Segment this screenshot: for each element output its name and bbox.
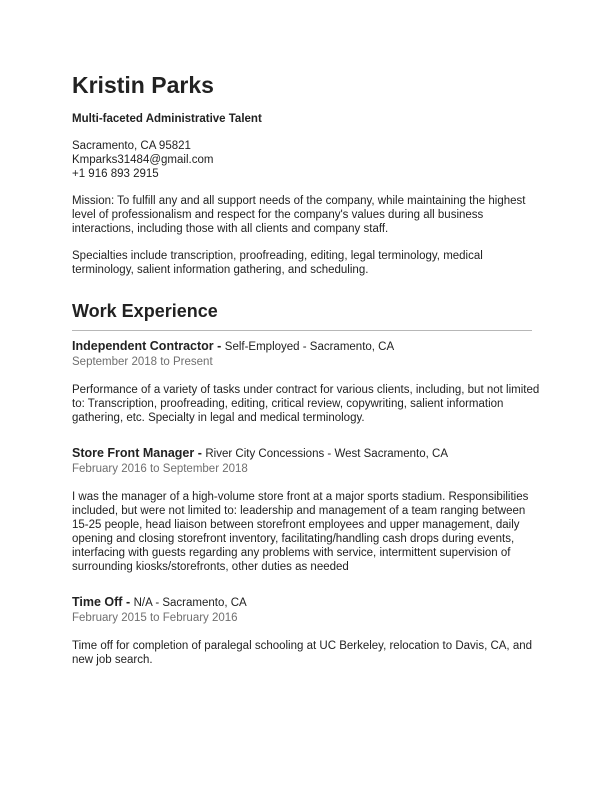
job-header — [72, 446, 542, 462]
resume-page — [72, 68, 542, 667]
section-divider — [72, 330, 532, 331]
job-header — [72, 595, 542, 611]
candidate-tagline: Multi-faceted Administrative Talent — [72, 113, 262, 125]
job-header — [72, 339, 542, 355]
work-experience-heading: Work Experience — [72, 301, 218, 321]
job-separator: - — [213, 339, 225, 353]
job-title: Store Front Manager — [72, 446, 195, 460]
job-dates: February 2016 to September 2018 — [72, 463, 248, 475]
contact-email[interactable]: Kmparks31484@gmail.com — [72, 154, 214, 166]
candidate-name: Kristin Parks — [72, 72, 214, 98]
job-description: Performance of a variety of tasks under contract for various clients, including, but not limited to: Transcription, proofreading, editing, critical review, copywriting, salient information gathering, etc. Specialty in legal and medical terminology. — [72, 384, 540, 424]
job-title: Independent Contractor — [72, 339, 214, 353]
mission-statement: Mission: To fulfill any and all support needs of the company, while maintaining the highest level of professionalism and respect for the company's values during all business interactions, including those with all clients and company staff. — [72, 195, 526, 235]
job-description: Time off for completion of paralegal schooling at UC Berkeley, relocation to Davis, CA, and new job search. — [72, 640, 533, 666]
job-separator: - — [122, 595, 134, 609]
job-separator: - — [194, 446, 206, 460]
job-organization: N/A - Sacramento, CA — [133, 597, 247, 609]
job-title: Time Off — [72, 595, 123, 609]
job-organization: River City Concessions - West Sacramento, CA — [205, 448, 448, 460]
job-entry — [72, 595, 542, 667]
job-description: I was the manager of a high-volume store front at a major sports stadium. Responsibilities included, but were not limited to: leadership and management of a team ranging between 15-25 people, head liaison between storefront employees and upper management, daily opening and closing storefront inventory, facilitating/handling cash drops during events, interfacing with guests regarding any problems with service, intermittent supervision of surrounding kiosks/storefronts, other duties as needed — [72, 491, 529, 573]
job-entry — [72, 339, 542, 425]
contact-block — [72, 139, 542, 181]
job-dates: September 2018 to Present — [72, 356, 213, 368]
contact-phone[interactable]: +1 916 893 2915 — [72, 168, 159, 180]
job-dates: February 2015 to February 2016 — [72, 612, 238, 624]
contact-address: Sacramento, CA 95821 — [72, 140, 191, 152]
job-entry — [72, 446, 542, 574]
job-organization: Self-Employed - Sacramento, CA — [224, 341, 395, 353]
specialties-statement: Specialties include transcription, proofreading, editing, legal terminology, medical terminology, salient information gathering, and scheduling. — [72, 250, 483, 276]
